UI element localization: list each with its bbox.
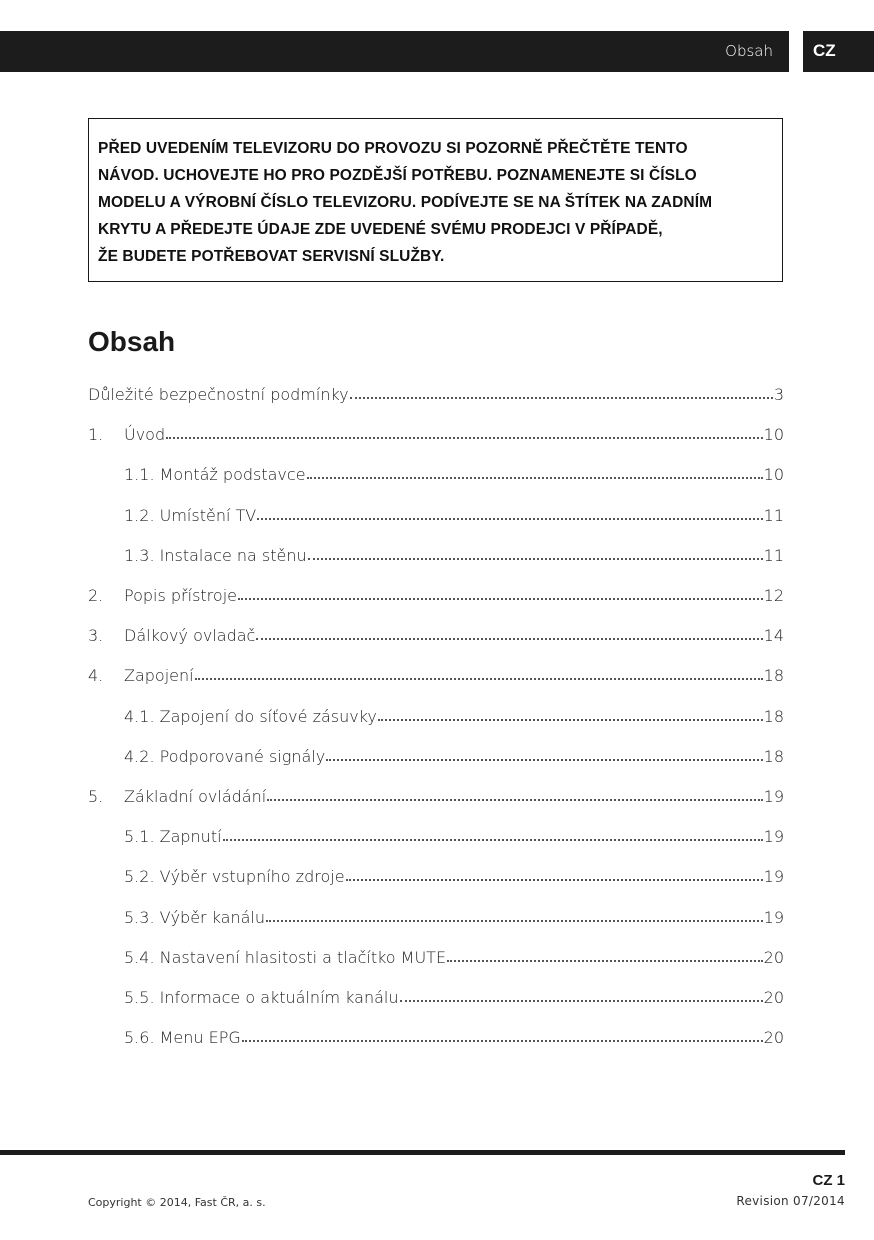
- toc-entry[interactable]: [124, 943, 784, 967]
- toc-entry-label: Úvod: [124, 425, 166, 445]
- toc-entry-number: 3.: [88, 626, 104, 646]
- toc-entry-page: 10: [763, 425, 784, 445]
- page-number: CZ 1: [812, 1172, 845, 1189]
- toc-leader-dots: [378, 719, 763, 721]
- notice-line: MODELU A VÝROBNÍ ČÍSLO TELEVIZORU. PODÍVEJTE SE NA ŠTÍTEK NA ZADNÍM: [98, 194, 713, 211]
- toc-leader-dots: [326, 759, 762, 761]
- toc-entry-number: 5.: [88, 787, 104, 806]
- notice-line: KRYTU A PŘEDEJTE ÚDAJE ZDE UVEDENÉ SVÉMU PRODEJCI V PŘÍPADĚ,: [98, 221, 663, 238]
- toc-entry-label: Zapojení: [124, 666, 194, 686]
- toc-entry-page: 11: [763, 545, 784, 565]
- toc-leader-dots: [308, 558, 763, 560]
- toc-entry[interactable]: [88, 621, 784, 645]
- toc-entry-label: 4.2. Podporované signály: [124, 746, 326, 766]
- toc-entry-number: 2.: [88, 586, 104, 605]
- toc-entry-label: 4.1. Zapojení do síťové zásuvky: [124, 706, 377, 726]
- footer-divider: [0, 1150, 845, 1155]
- toc-entry[interactable]: [124, 460, 784, 484]
- notice-text: [98, 135, 778, 270]
- notice-line: NÁVOD. UCHOVEJTE HO PRO POZDĚJŠÍ POTŘEBU. POZNAMENEJTE SI ČÍSLO: [98, 167, 697, 184]
- toc-entry-page: 18: [763, 706, 784, 726]
- toc-entry-label: 5.5. Informace o aktuálním kanálu: [124, 988, 399, 1007]
- toc-leader-dots: [346, 879, 763, 881]
- toc-entry-page: 11: [763, 505, 784, 525]
- toc-entry[interactable]: [124, 1023, 784, 1047]
- toc-entry[interactable]: [124, 822, 784, 846]
- toc-leader-dots: [242, 1040, 763, 1042]
- toc-entry-page: 20: [763, 947, 784, 967]
- toc-entry-page: 18: [763, 666, 784, 686]
- toc-entry-label: 5.2. Výběr vstupního zdroje: [124, 867, 345, 887]
- toc-entry[interactable]: [124, 501, 784, 525]
- revision-text: Revision 07/2014: [736, 1194, 845, 1208]
- toc-entry-label: 5.6. Menu EPG: [124, 1028, 241, 1048]
- toc-entry-page: 19: [763, 867, 784, 887]
- notice-line: ŽE BUDETE POTŘEBOVAT SERVISNÍ SLUŽBY.: [98, 248, 445, 265]
- notice-line: PŘED UVEDENÍM TELEVIZORU DO PROVOZU SI POZORNĚ PŘEČTĚTE TENTO: [98, 140, 688, 157]
- toc-title: Obsah: [88, 326, 176, 357]
- toc-entry[interactable]: [88, 581, 784, 605]
- toc-leader-dots: [447, 960, 763, 962]
- toc-entry-number: 1.: [88, 425, 104, 445]
- header-bar: [0, 31, 789, 72]
- toc-entry[interactable]: [124, 903, 784, 927]
- toc-leader-dots: [307, 477, 763, 479]
- toc-entry-label: 1.2. Umístění TV: [124, 505, 257, 525]
- toc-entry-page: 20: [763, 988, 784, 1007]
- toc-entry-page: 19: [763, 787, 784, 806]
- toc-entry-page: 12: [763, 586, 784, 605]
- header-title: Obsah: [725, 42, 773, 60]
- toc-entry-label: 5.1. Zapnutí: [124, 827, 222, 847]
- toc-leader-dots: [195, 678, 763, 680]
- toc-entry-label: Popis přístroje: [124, 586, 237, 605]
- toc-leader-dots: [238, 598, 763, 600]
- toc-entry[interactable]: [88, 661, 784, 685]
- toc-entry-label: 1.1. Montáž podstavce: [124, 465, 306, 485]
- toc-entry-label: Základní ovládání: [124, 787, 267, 806]
- toc-entry[interactable]: [124, 702, 784, 726]
- toc-entry[interactable]: [88, 782, 784, 806]
- toc-entry-number: 4.: [88, 666, 104, 686]
- toc-entry[interactable]: [124, 541, 784, 565]
- copyright-text: Copyright © 2014, Fast ČR, a. s.: [88, 1196, 266, 1209]
- toc-entry-label: Důležité bezpečnostní podmínky: [88, 385, 349, 404]
- toc-leader-dots: [400, 1000, 763, 1002]
- toc-entry-label: 1.3. Instalace na stěnu: [124, 545, 307, 565]
- toc-entry-page: 3: [773, 385, 784, 404]
- toc-entry-page: 10: [763, 465, 784, 485]
- toc-entry[interactable]: [124, 862, 784, 886]
- toc-entry-page: 19: [763, 827, 784, 847]
- toc-entry[interactable]: [88, 420, 784, 444]
- toc-leader-dots: [223, 839, 763, 841]
- toc-entry-page: 18: [763, 746, 784, 766]
- toc-entry-label: 5.3. Výběr kanálu: [124, 907, 266, 927]
- language-badge: [803, 31, 874, 72]
- warning-notice: [88, 118, 783, 282]
- toc-entry[interactable]: [88, 380, 784, 404]
- toc-leader-dots: [350, 397, 773, 399]
- toc-leader-dots: [256, 638, 762, 640]
- language-label: CZ: [813, 41, 836, 60]
- toc-entry-page: 14: [763, 626, 784, 646]
- toc-entry[interactable]: [124, 742, 784, 766]
- toc-leader-dots: [266, 920, 763, 922]
- toc-leader-dots: [257, 518, 762, 520]
- toc-entry-page: 20: [763, 1028, 784, 1048]
- toc-entry-label: 5.4. Nastavení hlasitosti a tlačítko MUTE: [124, 947, 447, 967]
- toc-leader-dots: [267, 799, 762, 801]
- toc-entry-label: Dálkový ovladač: [124, 626, 256, 646]
- toc-leader-dots: [166, 437, 763, 439]
- toc-entry-page: 19: [763, 907, 784, 927]
- toc-entry[interactable]: [124, 983, 784, 1007]
